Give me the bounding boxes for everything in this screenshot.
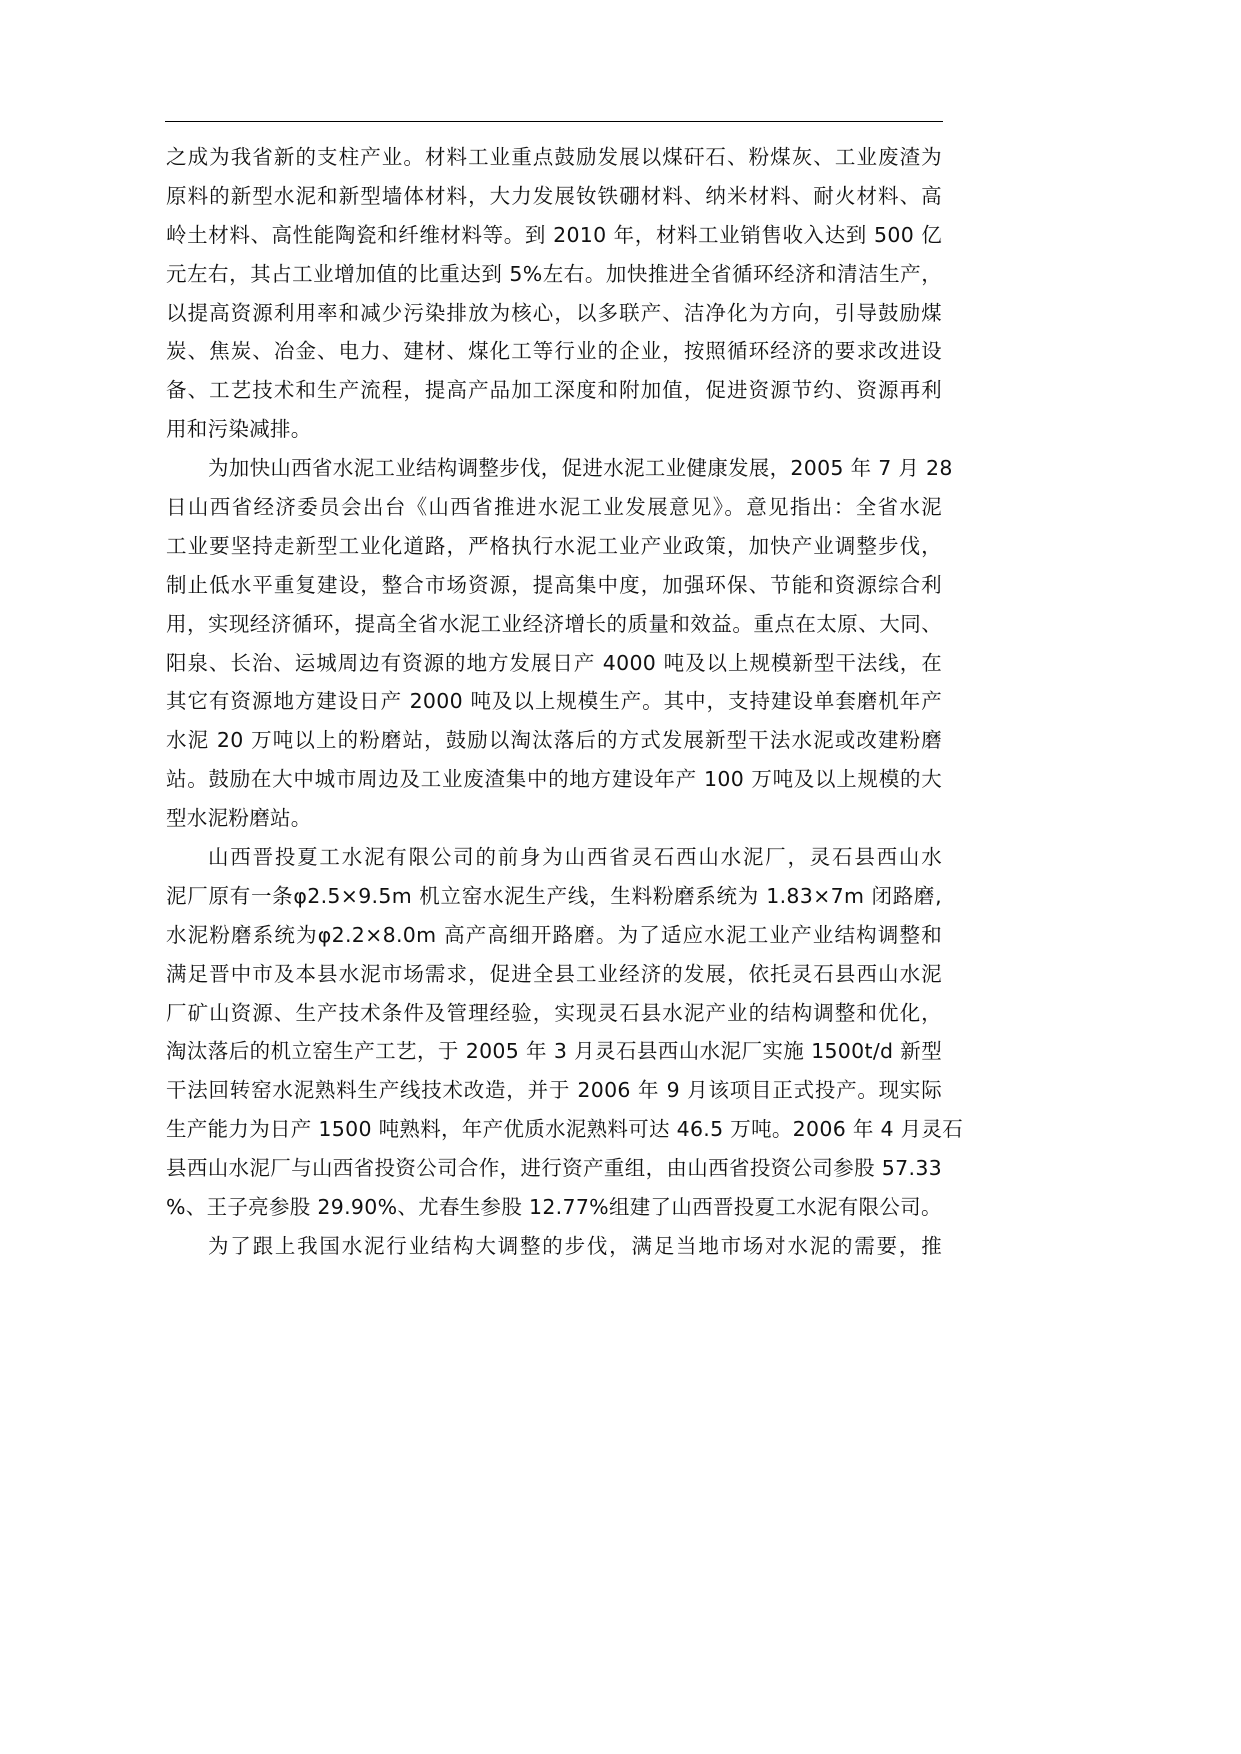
- paragraph: [166, 1227, 942, 1266]
- text-line: 干法回转窑水泥熟料生产线技术改造，并于 2006 年 9 月该项目正式投产。现实际: [166, 1078, 942, 1103]
- text-line: 为了跟上我国水泥行业结构大调整的步伐，满足当地市场对水泥的需要，推: [208, 1233, 942, 1258]
- text-line: 站。鼓励在大中城市周边及工业废渣集中的地方建设年产 100 万吨及以上规模的大: [166, 767, 942, 792]
- paragraph: [166, 138, 942, 449]
- text-line: 满足晋中市及本县水泥市场需求，促进全县工业经济的发展，依托灵石县西山水泥: [166, 961, 942, 986]
- text-line: 原料的新型水泥和新型墙体材料，大力发展钕铁硼材料、纳米材料、耐火材料、高: [166, 183, 942, 208]
- document-body: [166, 138, 964, 1266]
- text-line: 淘汰落后的机立窑生产工艺，于 2005 年 3 月灵石县西山水泥厂实施 1500t/d 新型: [166, 1039, 942, 1064]
- text-line: 以提高资源利用率和减少污染排放为核心，以多联产、洁净化为方向，引导鼓励煤: [166, 300, 942, 325]
- text-line: 山西晋投夏工水泥有限公司的前身为山西省灵石西山水泥厂，灵石县西山水: [208, 845, 942, 870]
- text-line: 泥厂原有一条φ2.5×9.5m 机立窑水泥生产线，生料粉磨系统为 1.83×7m 闭路磨,: [166, 883, 942, 908]
- text-line: 之成为我省新的支柱产业。材料工业重点鼓励发展以煤矸石、粉煤灰、工业废渣为: [166, 145, 942, 169]
- text-line: 岭土材料、高性能陶瓷和纤维材料等。到 2010 年，材料工业销售收入达到 500 亿: [166, 222, 942, 247]
- text-line: 用，实现经济循环，提高全省水泥工业经济增长的质量和效益。重点在太原、大同、: [166, 611, 942, 636]
- text-line: 生产能力为日产 1500 吨熟料，年产优质水泥熟料可达 46.5 万吨。2006 年 4 月灵石: [166, 1117, 964, 1142]
- text-line: 型水泥粉磨站。: [166, 806, 312, 831]
- text-line: 厂矿山资源、生产技术条件及管理经验，实现灵石县水泥产业的结构调整和优化，: [166, 1000, 942, 1025]
- text-line: 水泥 20 万吨以上的粉磨站，鼓励以淘汰落后的方式发展新型干法水泥或改建粉磨: [166, 728, 942, 753]
- paragraph: [166, 449, 953, 838]
- text-line: 备、工艺技术和生产流程，提高产品加工深度和附加值，促进资源节约、资源再利: [166, 378, 942, 403]
- text-line: 日山西省经济委员会出台《山西省推进水泥工业发展意见》。意见指出：全省水泥: [166, 495, 942, 520]
- text-line: 阳泉、长治、运城周边有资源的地方发展日产 4000 吨及以上规模新型干法线，在: [166, 650, 942, 675]
- header-rule: [165, 121, 943, 122]
- text-line: 县西山水泥厂与山西省投资公司合作，进行资产重组，由山西省投资公司参股 57.33: [166, 1156, 942, 1181]
- text-line: %、王子亮参股 29.90%、尤春生参股 12.77%组建了山西晋投夏工水泥有限公司。: [166, 1195, 942, 1220]
- text-line: 水泥粉磨系统为φ2.2×8.0m 高产高细开路磨。为了适应水泥工业产业结构调整和: [166, 922, 942, 947]
- text-line: 为加快山西省水泥工业结构调整步伐，促进水泥工业健康发展，2005 年 7 月 28: [208, 456, 953, 481]
- paragraph: [166, 838, 964, 1227]
- text-line: 元左右，其占工业增加值的比重达到 5%左右。加快推进全省循环经济和清洁生产，: [166, 261, 942, 286]
- text-line: 制止低水平重复建设，整合市场资源，提高集中度，加强环保、节能和资源综合利: [166, 572, 942, 597]
- text-line: 炭、焦炭、冶金、电力、建材、煤化工等行业的企业，按照循环经济的要求改进设: [166, 339, 942, 364]
- text-line: 用和污染减排。: [166, 417, 312, 442]
- text-line: 其它有资源地方建设日产 2000 吨及以上规模生产。其中，支持建设单套磨机年产: [166, 689, 942, 714]
- text-line: 工业要坚持走新型工业化道路，严格执行水泥工业产业政策，加快产业调整步伐，: [166, 533, 942, 558]
